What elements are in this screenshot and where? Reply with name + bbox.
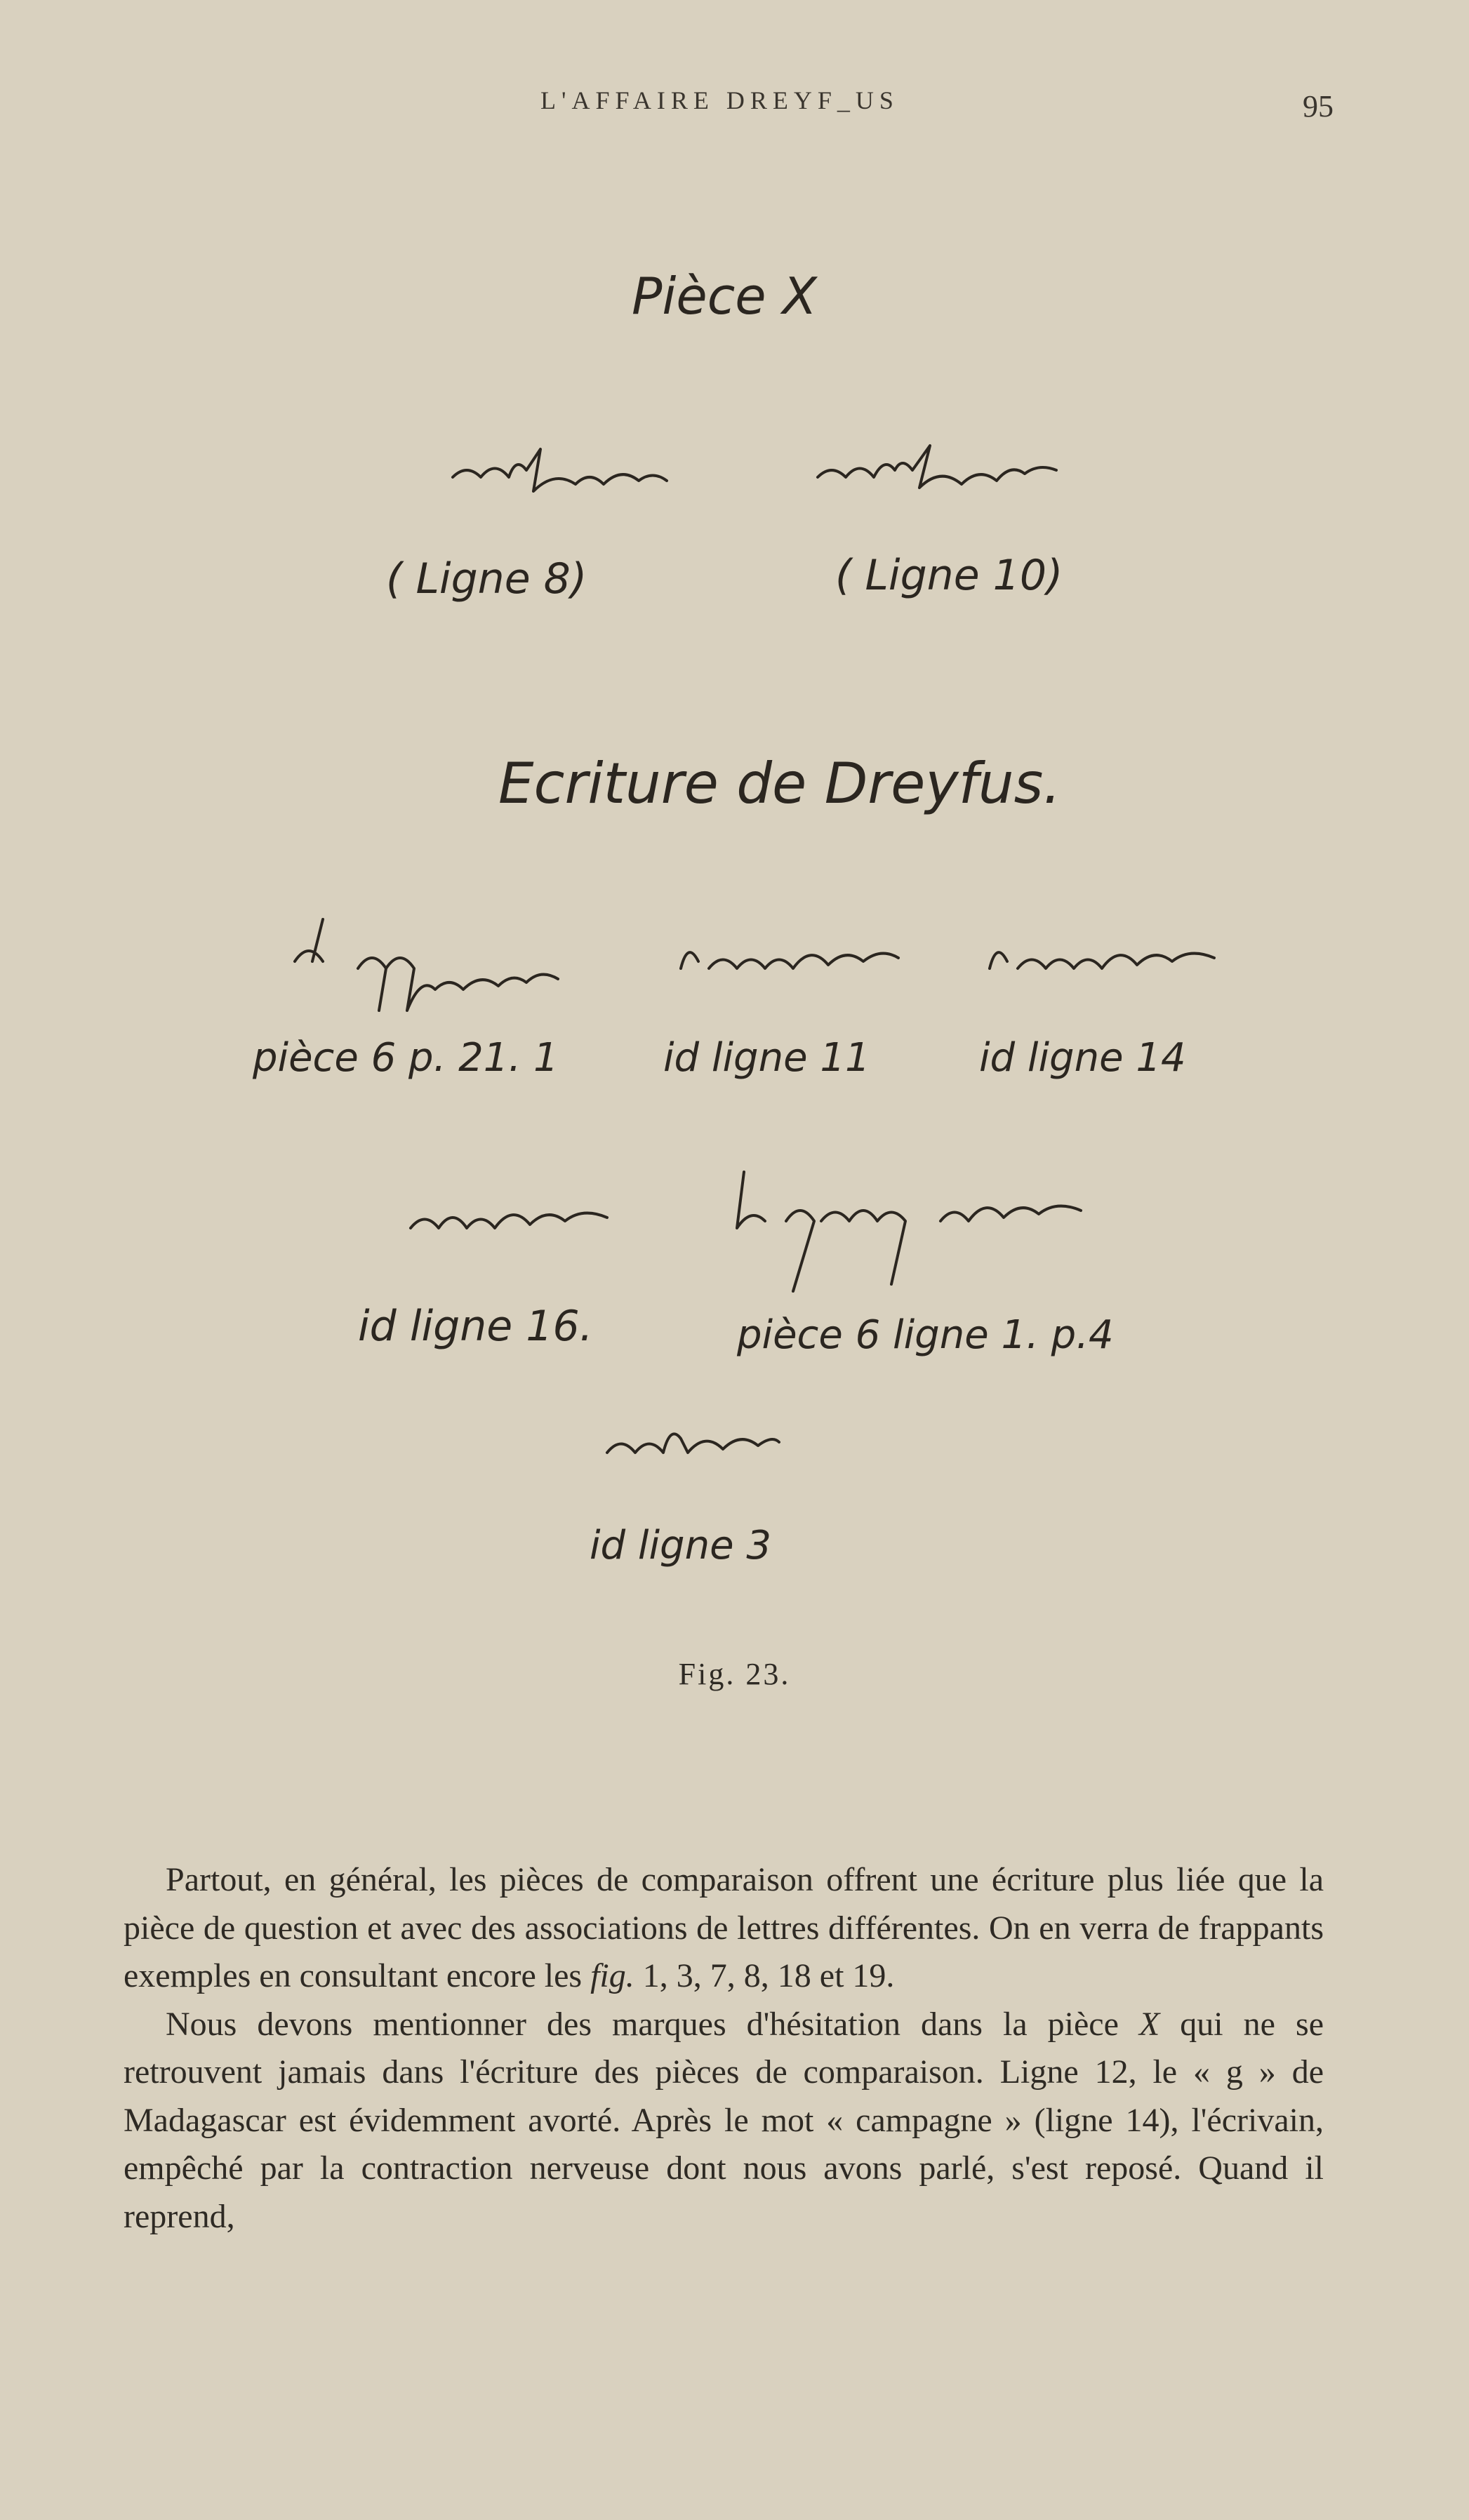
handwriting-sample-5 (983, 926, 1263, 989)
handwriting-sample-1 (449, 442, 702, 498)
row2-label-2: pièce 6 ligne 1. p.4 (737, 1312, 1114, 1358)
figure-subtitle: Ecriture de Dreyfus. (498, 751, 1061, 816)
handwriting-sample-3 (281, 905, 590, 1018)
paragraph-2-text: Nous devons mentionner des marques d'hésitation dans la pièce (166, 2005, 1139, 2043)
handwriting-sample-4 (674, 926, 940, 989)
paragraph-2-end: qui ne se retrouvent jamais dans l'écriture des pièces de comparaison. Ligne 12, le « g » de Madagascar est évidemment avorté. Après le mot « campagne » (ligne 14), l'écrivain, empêché par la contraction nerveuse dont nous avons parlé, s'est reposé. Quand il reprend, (124, 2005, 1324, 2235)
fig-reference: fig. (590, 1957, 634, 1994)
page-number: 95 (1303, 89, 1334, 124)
row1-label-1: pièce 6 p. 21. 1 (253, 1035, 559, 1081)
handwriting-sample-6 (407, 1186, 646, 1249)
paragraph-1-end: 1, 3, 7, 8, 18 et 19. (634, 1957, 895, 1994)
paragraph-1 (124, 1856, 1324, 2001)
row3-label: id ligne 3 (590, 1523, 771, 1568)
row1-label-3: id ligne 14 (979, 1035, 1186, 1081)
piece-label-line-10: ( Ligne 10) (835, 551, 1063, 600)
handwriting-sample-2 (814, 435, 1095, 498)
piece-label-line-8: ( Ligne 8) (386, 554, 587, 604)
row1-label-2: id ligne 11 (663, 1035, 870, 1081)
piece-x-reference: X (1138, 2005, 1160, 2043)
paragraph-2 (124, 2001, 1324, 2241)
handwriting-sample-7 (730, 1158, 1123, 1298)
handwriting-sample-8 (604, 1414, 786, 1470)
row2-label-1: id ligne 16. (358, 1302, 593, 1351)
running-title: L'AFFAIRE DREYF_US (540, 86, 899, 114)
running-header (0, 86, 1469, 128)
paragraph-1-text: Partout, en général, les pièces de comparaison offrent une écriture plus liée que la pièce de question et avec des associations de lettres différentes. On en verra de frappants exemples en consultant encore les (124, 1861, 1324, 1994)
figure-caption: Fig. 23. (678, 1657, 791, 1691)
figure-title: Pièce X (632, 267, 817, 326)
body-text (124, 1856, 1324, 2241)
